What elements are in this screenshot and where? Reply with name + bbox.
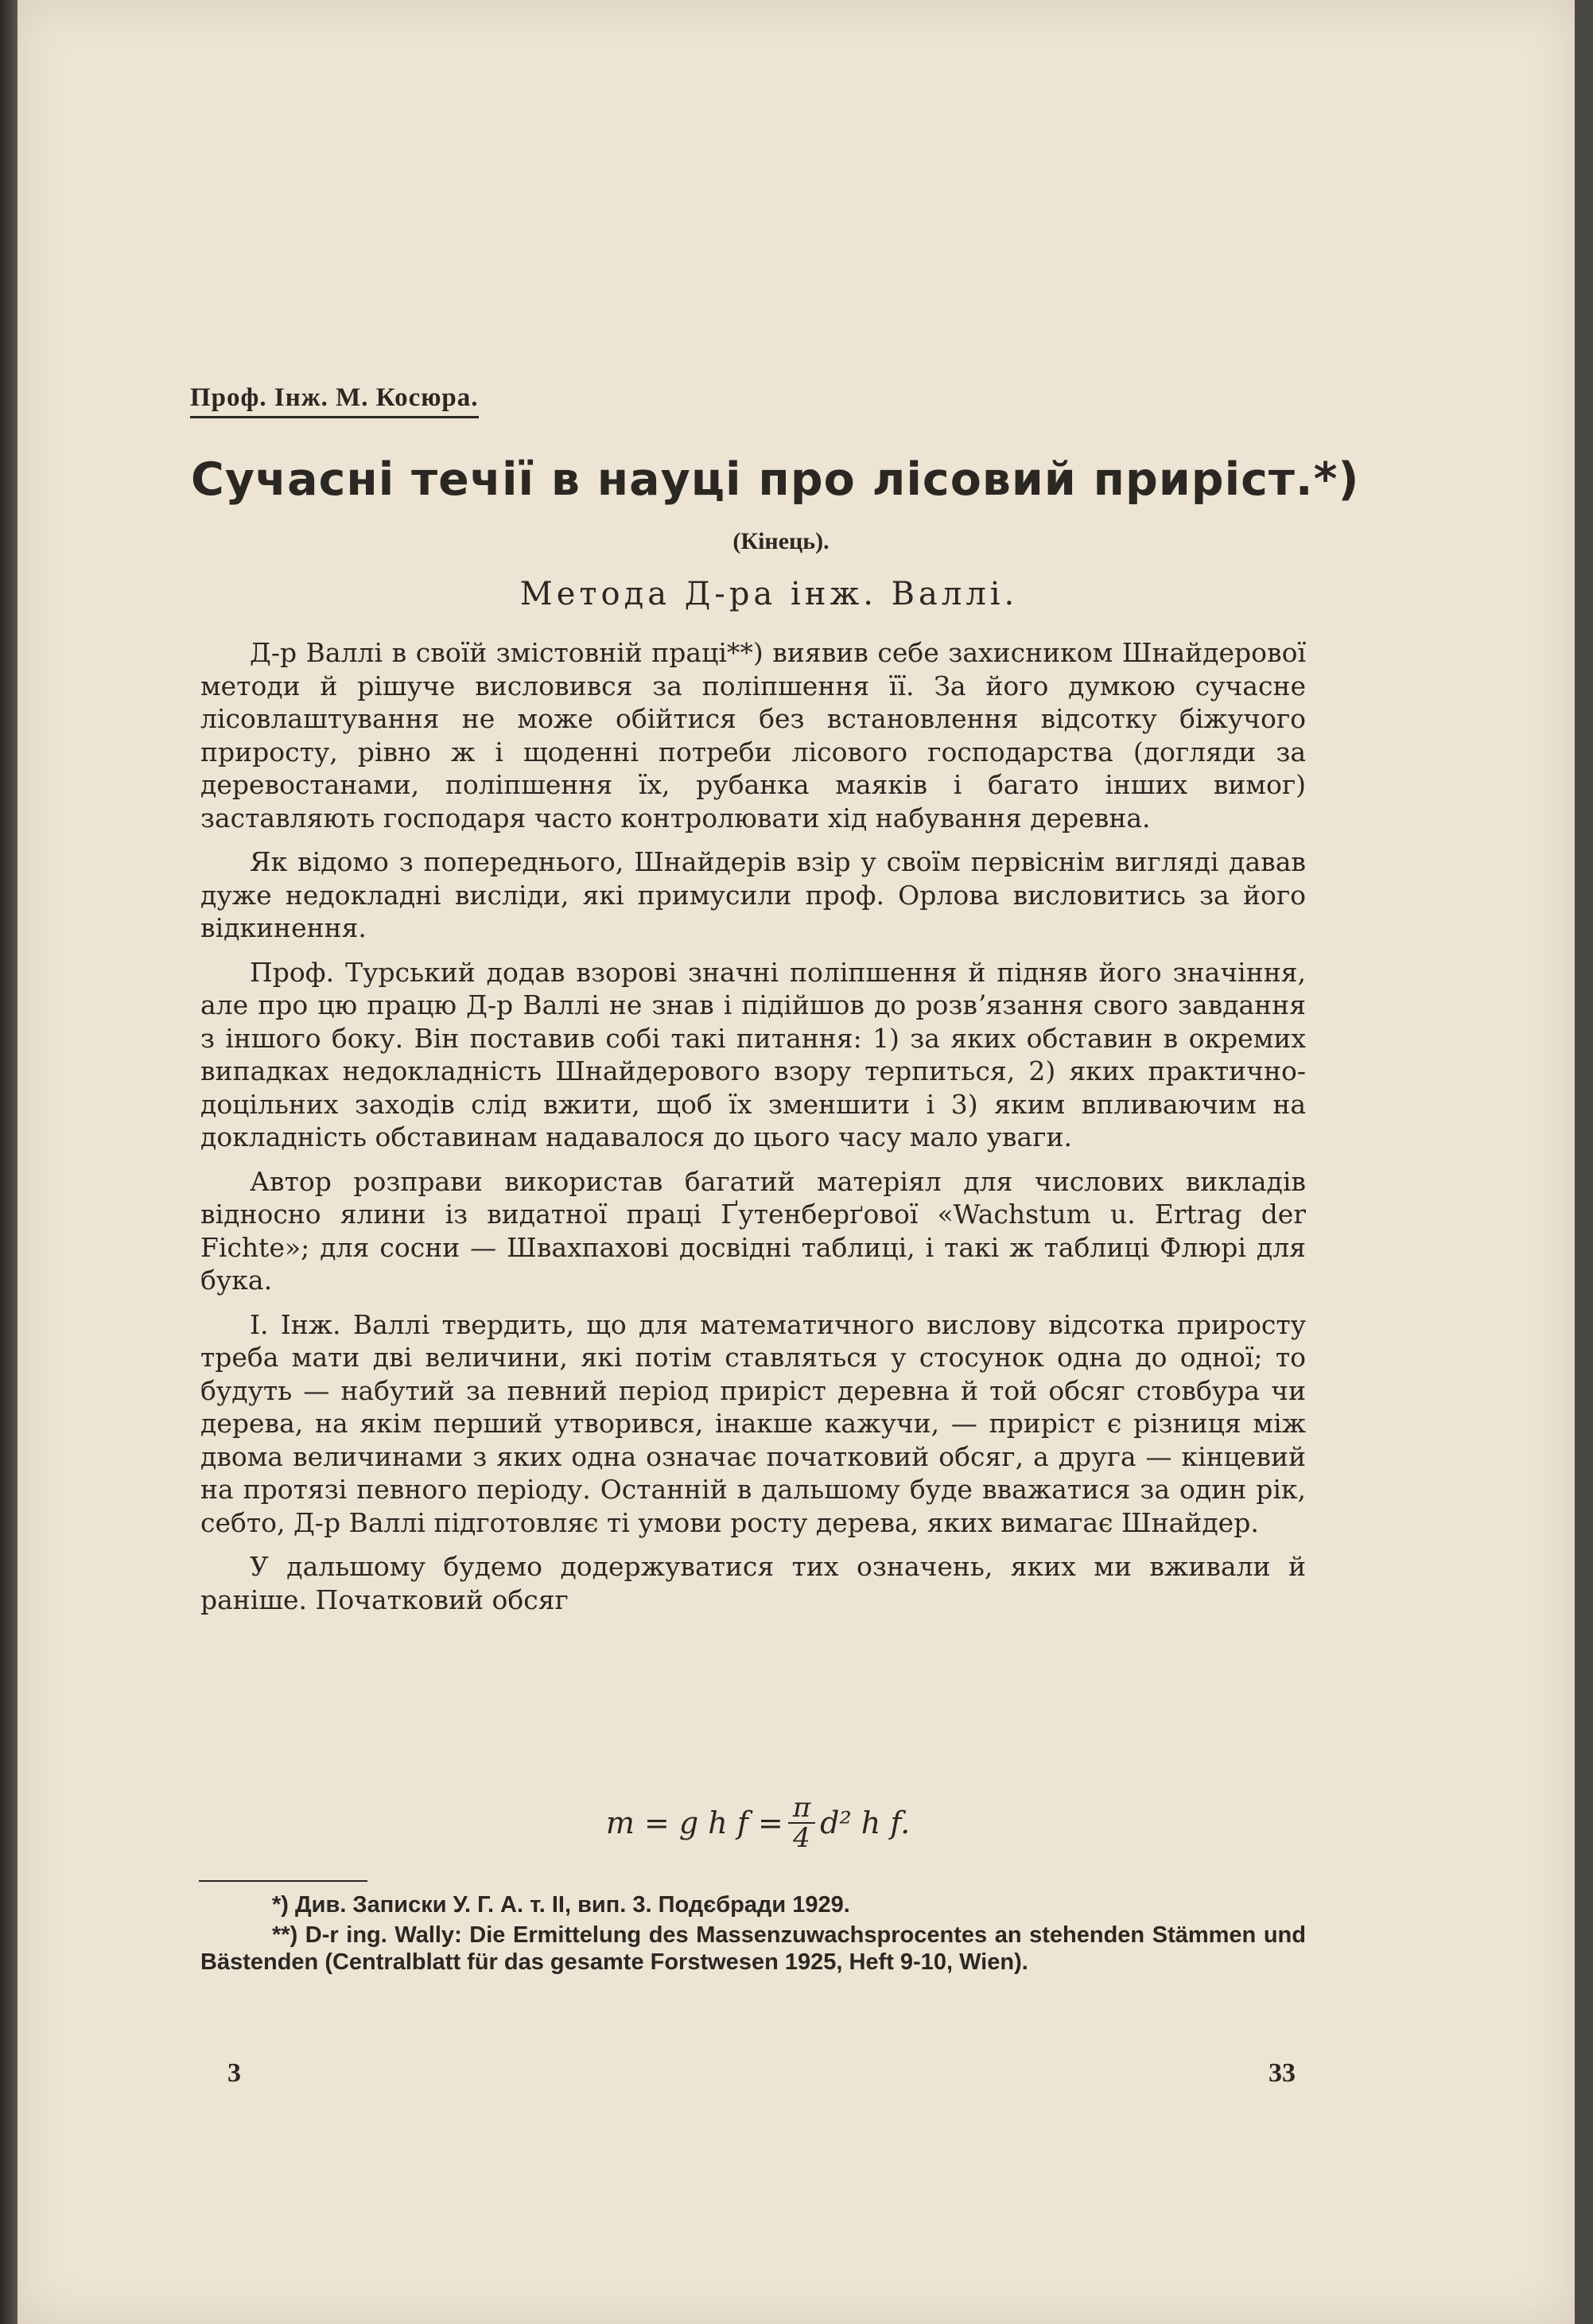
footnote-divider xyxy=(199,1880,367,1882)
article-title: Сучасні течії в науці про лісовий приріст.*) xyxy=(191,453,1360,506)
formula-fraction xyxy=(788,1794,815,1852)
footnote: **) D-r ing. Wally: Die Ermittelung des Massenzuwachsprocentes an stehenden Stämmen und Bästenden (Centralblatt für das gesamte Forstwesen 1925, Heft 9-10, Wien). xyxy=(200,1922,1306,1975)
author-line: Проф. Інж. М. Косюра. xyxy=(190,383,479,418)
fraction-denominator: 4 xyxy=(793,1822,810,1854)
paragraph: У дальшому будемо додержуватися тих означень, яких ми вживали й раніше. Початковий обсяг xyxy=(200,1551,1306,1615)
article-subtitle xyxy=(17,528,1575,555)
subtitle-text: (Кінець). xyxy=(732,528,830,554)
section-heading xyxy=(17,576,1575,612)
body-text xyxy=(200,636,1306,1627)
section-heading-text: Метода Д-ра інж. Валлі. xyxy=(519,576,1019,612)
paragraph: Як відомо з попереднього, Шнайдерів взір у своїм первіснім вигляді давав дуже недокладні висліди, які примусили проф. Орлова висловитись за його відкинення. xyxy=(200,846,1306,943)
footnote: *) Див. Записки У. Г. А. т. II, вип. 3. Подєбради 1929. xyxy=(272,1892,850,1918)
paragraph: Проф. Турський додав взорові значні поліпшення й підняв його значіння, але про цю працю Д-р Валлі не знав і підійшов до розвʼязання свого завдання з іншого боку. Він поставив собі такі питання: 1) за яких обставин в окремих випадках недокладність Шнайдерового взору терпиться, 2) яких практично-доцільних заходів слід вжити, щоб їх зменшити і 3) яким впливаючим на докладність обставинам надавалося до цього часу мало уваги. xyxy=(200,956,1306,1152)
formula-lhs: m = g h f = xyxy=(605,1805,783,1840)
signature-mark: 3 xyxy=(227,2058,241,2088)
formula-rhs: d² h f. xyxy=(820,1805,911,1840)
paragraph: Д-р Валлі в своїй змістовній праці**) виявив себе захисником Шнайдерової методи й рішуче висловився за поліпшення її. За його думкою сучасне лісовлаштування не може обійтися без встановлення відсотку біжучого приросту, рівно ж і щоденні потреби лісового господарства (догляди за деревостанами, поліпшення їх, рубанка маяків і багато інших вимог) заставляють господаря часто контролювати хід набування деревна. xyxy=(200,637,1306,834)
document-page xyxy=(17,0,1575,2324)
book-spine-edge xyxy=(0,0,17,2324)
page-number: 33 xyxy=(1269,2058,1296,2088)
paragraph: І. Інж. Валлі твердить, що для математичного вислову відсотка приросту треба мати дві величини, які потім ставляться у стосунок одна до одної; то будуть — набутий за певний період приріст деревна й той обсяг стовбура чи дерева, на якім перший утворився, інакше кажучи, — приріст є різниця між двома величинами з яких одна означає початковий обсяг, а друга — кінцевий на протязі певного періоду. Останній в дальшому буде вважатися за один рік, себто, Д-р Валлі підготовляє ті умови росту дерева, яких вимагає Шнайдер. xyxy=(200,1308,1306,1538)
volume-formula xyxy=(17,1794,1575,1852)
footnotes xyxy=(200,1891,1306,1979)
paragraph: Автор розправи використав багатий матеріял для числових викладів відносно ялини із видатної праці Ґутенберґової «Wachstum u. Ertrag der Fichte»; для сосни — Швахпахові досвідні таблиці, і такі ж таблиці Флюрі для бука. xyxy=(200,1165,1306,1296)
fraction-numerator: π xyxy=(788,1794,815,1824)
